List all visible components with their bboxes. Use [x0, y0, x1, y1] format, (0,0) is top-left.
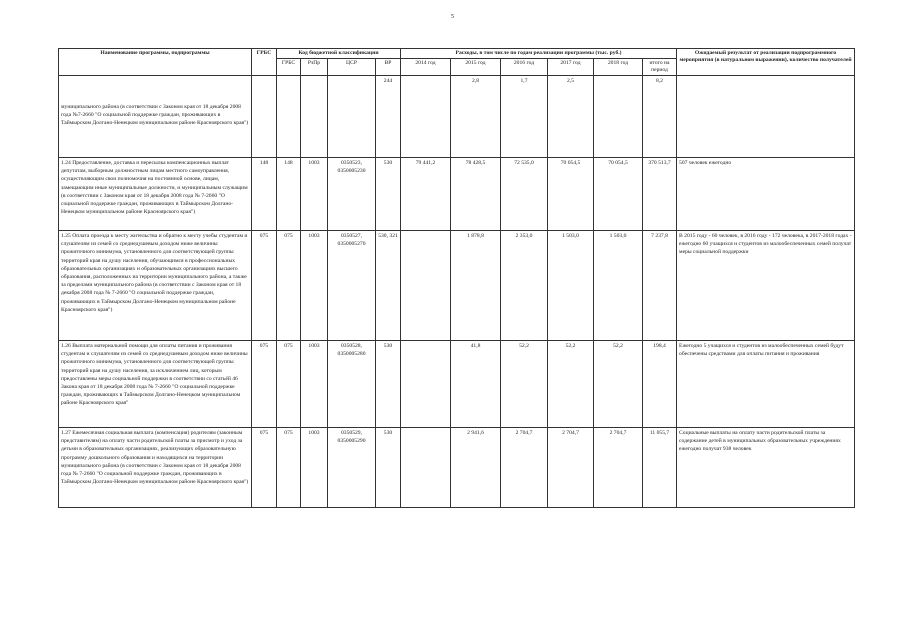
row-code-grbs: 075 — [277, 341, 301, 428]
header-sub-rzpr: РзПр — [301, 59, 328, 76]
table-row — [59, 428, 855, 508]
row-name: 1.26 Выплата материальной помощи для оплаты питания и проживания студентам и слушателям из семей со среднедушевым доходом ниже величины прожиточного минимума, установленного для соответствующей группы территорий края на душу населения, за исключением лиц, которым предоставлены меры социальной поддержки в соответствии со статьёй 46 Закона края от 18 декабря 2008 года № 7-2660 "О социальной поддержке граждан, проживающих в Таймырском Долгано-Ненецком муниципальном районе Красноярского края" — [59, 341, 252, 428]
row-vr: 530 — [376, 158, 401, 231]
header-sub-grbs: ГРБС — [277, 59, 301, 76]
header-expenses-group: Расходы, в том числе по годам реализации программы (тыс. руб.) — [401, 49, 677, 59]
header-sub-total: итого на период — [643, 59, 677, 76]
row-2017: 70 054,5 — [548, 158, 594, 231]
row-2015: 2,8 — [451, 76, 501, 158]
row-grbs — [252, 76, 277, 158]
row-code-grbs: 148 — [277, 158, 301, 231]
row-rzpr: 1003 — [301, 158, 328, 231]
header-grbs: ГРБС — [252, 49, 277, 76]
row-name: 1.27 Ежемесячная социальная выплата (компенсация) родителям (законным представителям) на оплату части родительской платы за присмотр и уход за детьми в образовательных организациях, реализующих образовательную программу дошкольного образования и находящихся на территории муниципального района (в соответствии с Законом края от 18 декабря 2008 года № 7-2660 "О социальной поддержке граждан, проживающих в Таймырском Долгано-Ненецком муниципальном районе Красноярского края") — [59, 428, 252, 508]
row-2015: 78 428,5 — [451, 158, 501, 231]
row-vr: 530 — [376, 341, 401, 428]
row-vr: 244 — [376, 76, 401, 158]
row-2018: 52,2 — [594, 341, 643, 428]
row-csr — [328, 76, 376, 158]
row-2018 — [594, 76, 643, 158]
header-sub-2015: 2015 год — [451, 59, 501, 76]
table-row — [59, 341, 855, 428]
row-2014 — [401, 428, 451, 508]
header-code-group: Код бюджетной классификации — [277, 49, 401, 59]
row-2014: 79 441,2 — [401, 158, 451, 231]
row-rzpr — [301, 76, 328, 158]
header-row-1 — [59, 49, 855, 59]
row-2014 — [401, 76, 451, 158]
row-2016: 52,2 — [501, 341, 548, 428]
row-csr: 0350527, 0350005270 — [328, 231, 376, 341]
row-grbs: 075 — [252, 341, 277, 428]
row-total: 7 237,8 — [643, 231, 677, 341]
header-sub-2016: 2016 год — [501, 59, 548, 76]
row-grbs: 075 — [252, 231, 277, 341]
row-2016: 72 535,0 — [501, 158, 548, 231]
page-number: 5 — [451, 14, 454, 20]
row-2016: 2 353,0 — [501, 231, 548, 341]
row-code-grbs — [277, 76, 301, 158]
row-2016: 2 704,7 — [501, 428, 548, 508]
header-result: Ожидаемый результат от реализации подпрограммного мероприятия (в натуральном выражении), количество получателей — [677, 49, 855, 76]
table-row — [59, 231, 855, 341]
row-grbs: 148 — [252, 158, 277, 231]
row-code-grbs: 075 — [277, 231, 301, 341]
row-result: В 2015 году - 60 человек, в 2016 году - 172 человека, в 2017-2018 годах - ежегодно 60 учащихся и студентов из малообеспеченных семей получат меры социальной поддержки — [677, 231, 855, 341]
header-sub-csr: ЦСР — [328, 59, 376, 76]
row-name: 1.25 Оплата проезда к месту жительства и обратно к месту учебы студентам и слушателям из семей со среднедушевым доходом ниже величины прожиточного минимума, установленного для соответствующей группы территорий края на душу населения, обучающимся в профессиональных образовательных организациях и образовательных организациях высшего образования, расположенных на территории муниципального района, а также за пределами муниципального района (в соответствии с Законом края от 18 декабря 2008 года № 7-2660 "О социальной поддержке граждан, проживающих в Таймырском Долгано-Ненецком муниципальном районе Красноярского края") — [59, 231, 252, 341]
row-csr: 0350523, 0350005230 — [328, 158, 376, 231]
header-sub-2014: 2014 год — [401, 59, 451, 76]
row-2018: 1 503,0 — [594, 231, 643, 341]
row-name: муниципального района (в соответствии с Законом края от 18 декабря 2008 года №7-2660 "О социальной поддержке граждан, проживающих в Таймырском Долгано-Ненецком муниципальном районе Красноярского края") — [59, 76, 252, 158]
header-sub-vr: ВР — [376, 59, 401, 76]
row-total: 11 055,7 — [643, 428, 677, 508]
row-2015: 41,8 — [451, 341, 501, 428]
row-2017: 2 704,7 — [548, 428, 594, 508]
row-result: Социальные выплаты на оплату части родительской платы за содержание детей в муниципальных образовательных учреждениях ежегодно получат 938 человек — [677, 428, 855, 508]
row-csr: 0350528, 0350005280 — [328, 341, 376, 428]
row-2015: 1 878,8 — [451, 231, 501, 341]
row-2014 — [401, 231, 451, 341]
row-2017: 2,5 — [548, 76, 594, 158]
row-total: 8,2 — [643, 76, 677, 158]
budget-table — [58, 48, 855, 508]
row-2018: 2 704,7 — [594, 428, 643, 508]
row-2016: 1,7 — [501, 76, 548, 158]
table-row — [59, 76, 855, 158]
row-2017: 1 503,0 — [548, 231, 594, 341]
row-total: 198,4 — [643, 341, 677, 428]
row-code-grbs: 075 — [277, 428, 301, 508]
header-sub-2018: 2018 год — [594, 59, 643, 76]
row-name: 1.24 Предоставление, доставка и пересылка компенсационных выплат депутатам, выборным должностным лицам местного самоуправления, осуществляющим свои полномочия на постоянной основе, лицам, замещающим иные муниципальные должности, и муниципальным служащим (в соответствии с Законом края от 18 декабря 2008 года № 7-2660 "О социальной поддержке граждан, проживающих в Таймырском Долгано-Ненецком муниципальном районе Красноярского края") — [59, 158, 252, 231]
row-result: Ежегодно 5 учащихся и студентов из малообеспеченных семей будут обеспечены средствами для оплаты питания и проживания — [677, 341, 855, 428]
row-2017: 52,2 — [548, 341, 594, 428]
row-rzpr: 1003 — [301, 231, 328, 341]
table-row — [59, 158, 855, 231]
row-rzpr: 1003 — [301, 428, 328, 508]
row-2015: 2 941,6 — [451, 428, 501, 508]
row-grbs: 075 — [252, 428, 277, 508]
row-2014 — [401, 341, 451, 428]
row-csr: 0350529, 0350005290 — [328, 428, 376, 508]
header-sub-2017: 2017 год — [548, 59, 594, 76]
row-result — [677, 76, 855, 158]
header-name: Наименование программы, подпрограммы — [59, 49, 252, 76]
row-result: 507 человек ежегодно — [677, 158, 855, 231]
row-vr: 530, 321 — [376, 231, 401, 341]
row-vr: 530 — [376, 428, 401, 508]
row-2018: 70 054,5 — [594, 158, 643, 231]
row-rzpr: 1003 — [301, 341, 328, 428]
row-total: 370 513,7 — [643, 158, 677, 231]
